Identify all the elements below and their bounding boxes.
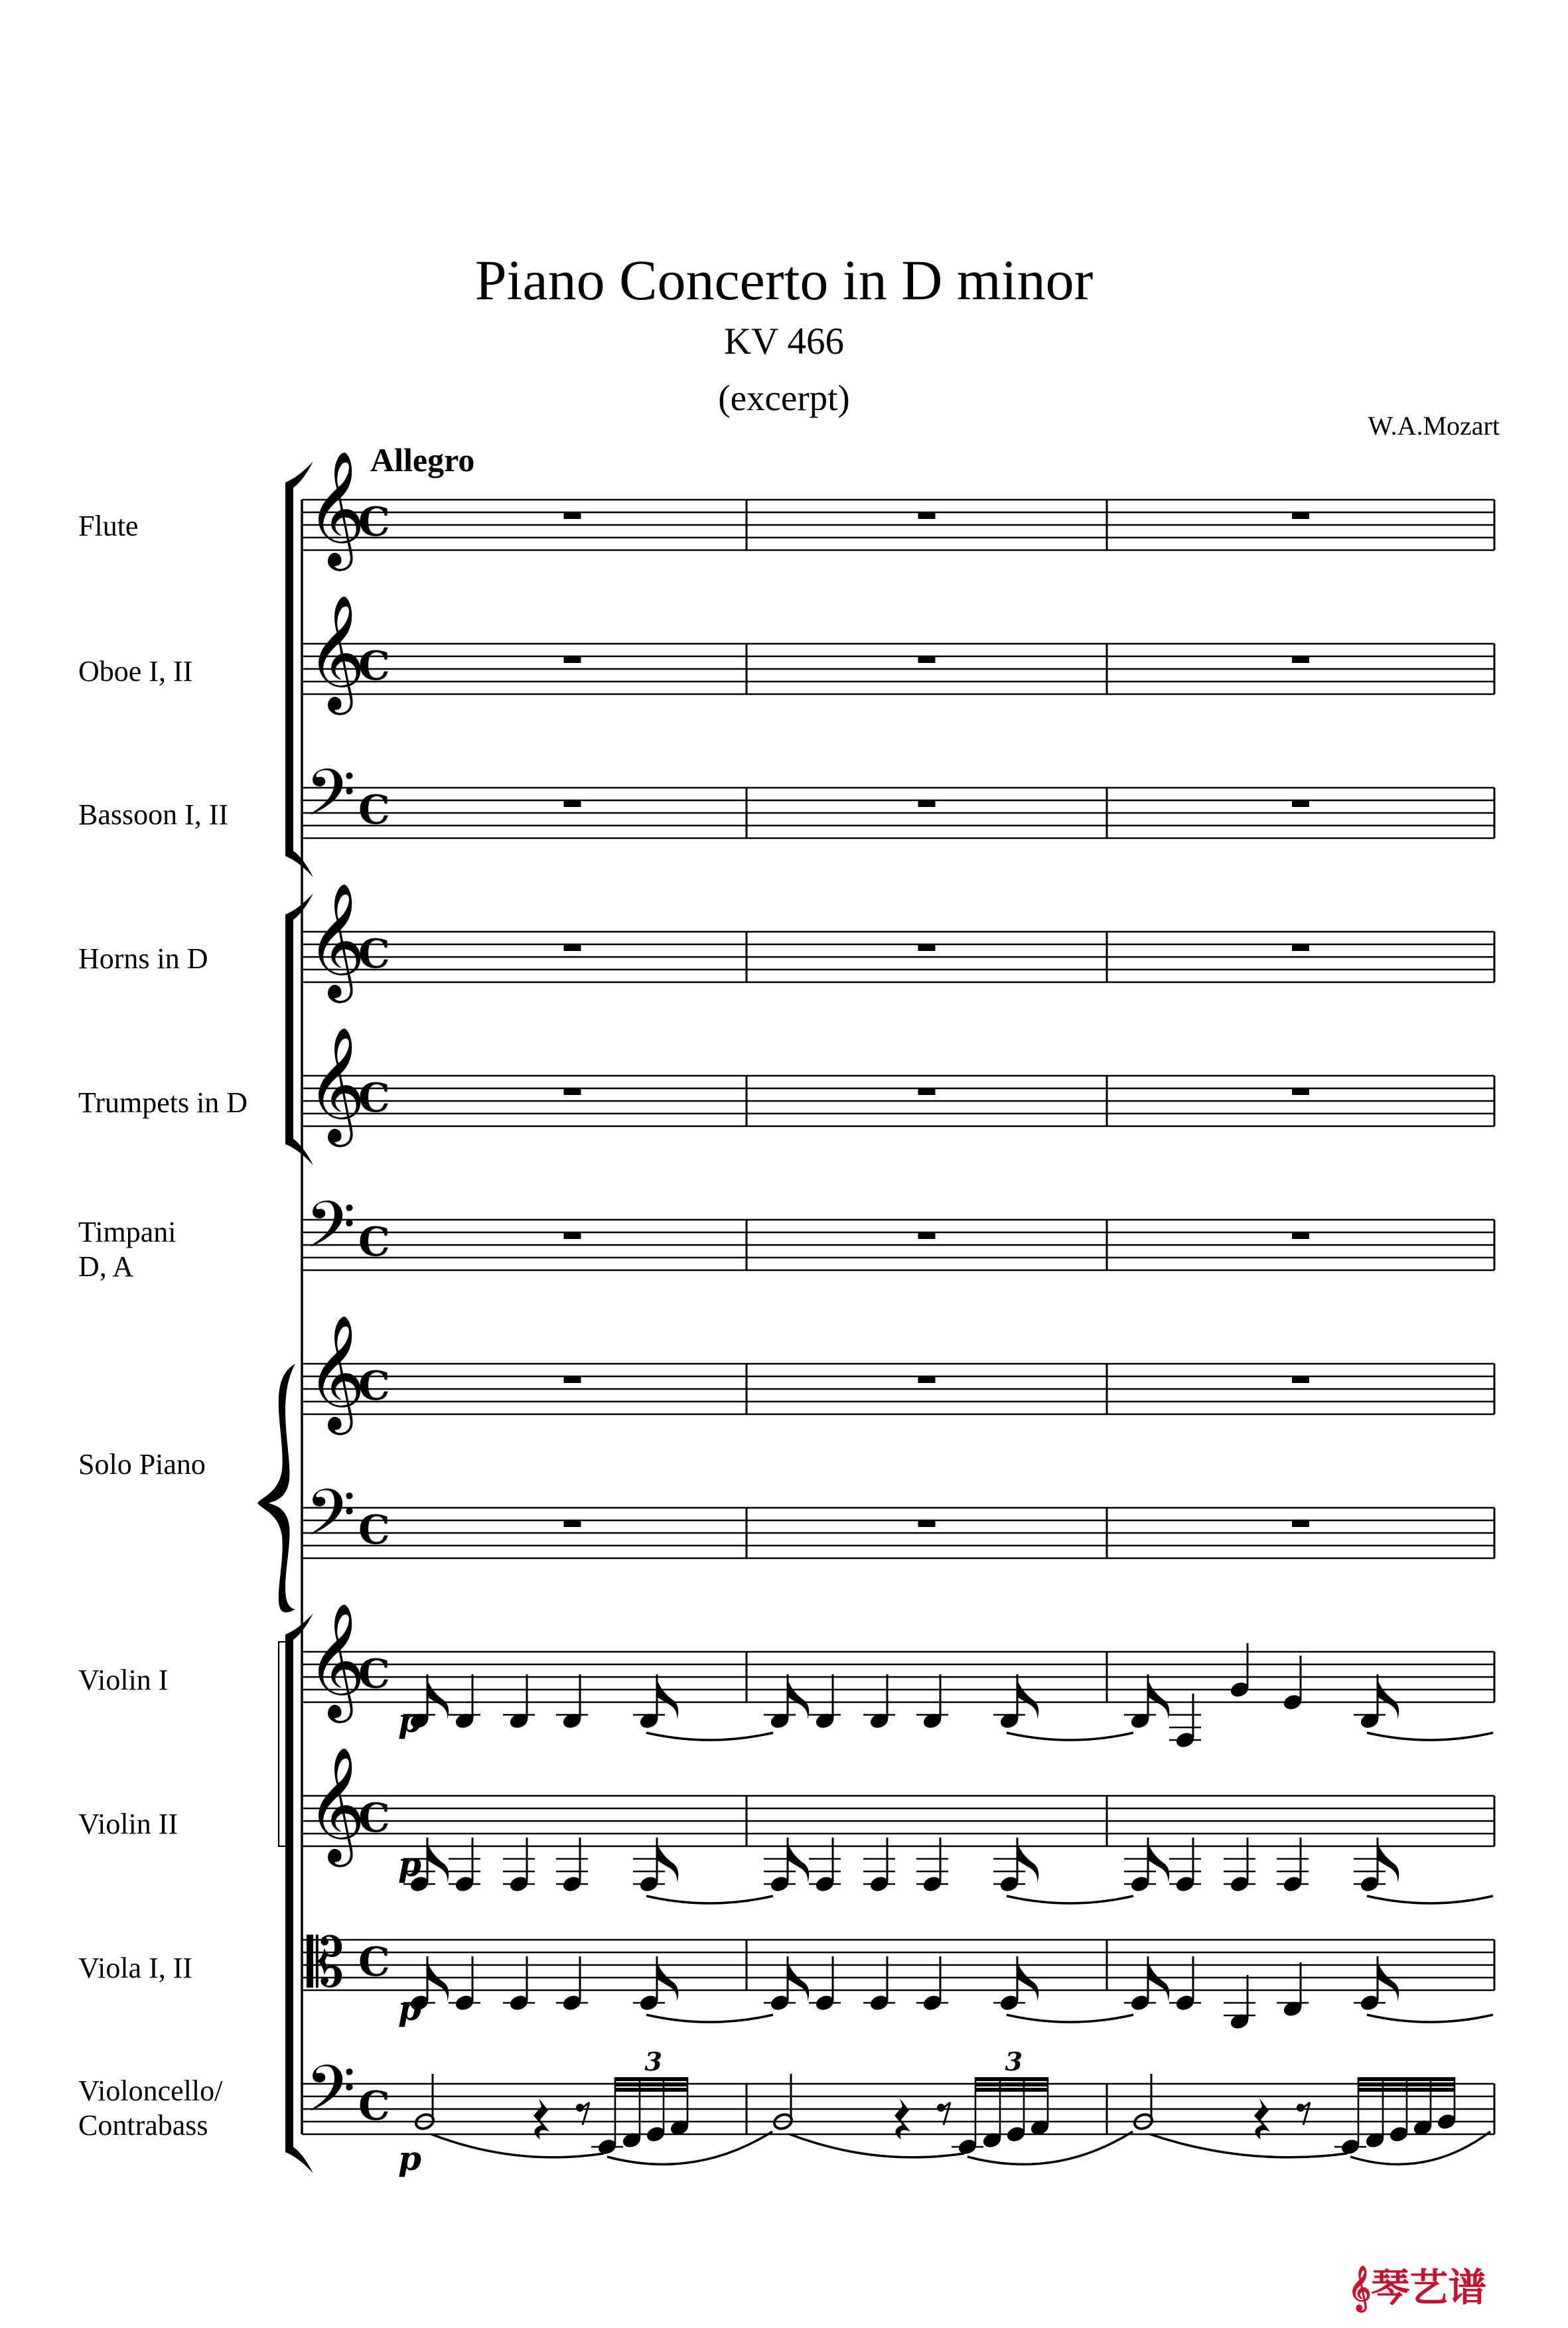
time-signature: C bbox=[358, 787, 390, 834]
beam bbox=[615, 2077, 687, 2081]
beam bbox=[615, 2088, 687, 2092]
whole-measure-rest bbox=[564, 800, 581, 807]
eighth-flag bbox=[657, 1962, 678, 2001]
beam bbox=[975, 2077, 1048, 2081]
eighth-flag bbox=[427, 1843, 449, 1883]
instrument-label-flute: Flute bbox=[78, 510, 139, 542]
eighth-flag bbox=[1378, 1843, 1399, 1883]
time-signature: C bbox=[358, 1507, 390, 1554]
whole-measure-rest bbox=[564, 512, 581, 519]
instrument-label-bassoon: Bassoon I, II bbox=[78, 798, 229, 831]
instrument-label-solo-piano: Solo Piano bbox=[78, 1448, 206, 1481]
whole-measure-rest bbox=[918, 1088, 936, 1095]
bass-clef-icon: 𝄢 bbox=[305, 2051, 356, 2142]
instrument-label-violin-2: Violin II bbox=[78, 1808, 178, 1840]
treble-clef-icon: 𝄞 bbox=[307, 595, 366, 710]
instrument-label-timpani: Timpani bbox=[78, 1216, 177, 1248]
bracket-brass bbox=[285, 914, 293, 1144]
quarter-rest bbox=[1254, 2098, 1270, 2140]
whole-measure-rest bbox=[918, 944, 936, 951]
bracket-brass-cap-bottom bbox=[285, 1139, 313, 1165]
eighth-flag bbox=[1017, 1843, 1038, 1883]
whole-measure-rest bbox=[1292, 800, 1309, 807]
whole-measure-rest bbox=[918, 1520, 936, 1527]
whole-measure-rest bbox=[564, 1232, 581, 1239]
bracket-woodwinds-cap-bottom bbox=[285, 851, 313, 877]
tie bbox=[1367, 1733, 1493, 1740]
beam bbox=[975, 2088, 1048, 2092]
time-signature: C bbox=[358, 1075, 390, 1122]
whole-measure-rest bbox=[918, 1232, 936, 1239]
whole-measure-rest bbox=[564, 656, 581, 663]
watermark-text: 琴艺谱 bbox=[1371, 2265, 1487, 2310]
treble-clef-icon: 𝄞 bbox=[307, 1315, 366, 1430]
tie bbox=[646, 1896, 773, 1903]
whole-measure-rest bbox=[1292, 512, 1309, 519]
whole-measure-rest bbox=[1292, 656, 1309, 663]
tie bbox=[646, 2015, 773, 2022]
whole-measure-rest bbox=[1292, 1088, 1309, 1095]
tempo-marking: Allegro bbox=[370, 441, 475, 478]
bass-clef-icon: 𝄢 bbox=[305, 1187, 356, 1278]
eighth-flag bbox=[1378, 1962, 1399, 2001]
eighth-flag bbox=[427, 1680, 449, 1719]
dynamic-marking: p bbox=[398, 1701, 421, 1740]
eighth-flag bbox=[1017, 1680, 1038, 1719]
bracket-strings-cap-bottom bbox=[285, 2147, 313, 2173]
time-signature: C bbox=[358, 1939, 390, 1986]
treble-clef-icon: 𝄞 bbox=[307, 1603, 366, 1718]
eighth-flag bbox=[1148, 1843, 1169, 1883]
quarter-rest bbox=[534, 2098, 549, 2140]
whole-measure-rest bbox=[1292, 1232, 1309, 1239]
alto-clef-icon: 𝄡 bbox=[307, 1924, 344, 2003]
whole-measure-rest bbox=[918, 512, 936, 519]
whole-measure-rest bbox=[918, 1376, 936, 1383]
whole-measure-rest bbox=[918, 800, 936, 807]
instrument-label-oboe: Oboe I, II bbox=[78, 655, 193, 688]
whole-measure-rest bbox=[918, 656, 936, 663]
bass-clef-icon: 𝄢 bbox=[305, 755, 356, 846]
treble-clef-icon: 𝄞 bbox=[307, 451, 366, 566]
beam bbox=[1358, 2088, 1455, 2092]
bass-clef-icon: 𝄢 bbox=[305, 1475, 356, 1566]
instrument-label-contrabass: Contrabass bbox=[78, 2109, 208, 2142]
instrument-label-trumpets: Trumpets in D bbox=[78, 1086, 248, 1119]
quarter-rest bbox=[894, 2098, 910, 2140]
tie bbox=[646, 1733, 773, 1740]
dynamic-marking: p bbox=[398, 1989, 421, 2028]
bracket-woodwinds bbox=[285, 482, 293, 856]
time-signature: C bbox=[358, 1795, 390, 1842]
slur bbox=[431, 2134, 604, 2157]
instrument-label-viola: Viola I, II bbox=[78, 1952, 193, 1984]
treble-clef-icon: 𝄞 bbox=[307, 1027, 366, 1142]
treble-clef-icon: 𝄞 bbox=[307, 883, 366, 998]
tie bbox=[1007, 2015, 1133, 2022]
dynamic-marking: p bbox=[398, 2139, 421, 2178]
whole-measure-rest bbox=[564, 944, 581, 951]
eighth-flag bbox=[657, 1843, 678, 1883]
tuplet-number: 3 bbox=[1005, 2047, 1023, 2076]
instrument-label-horns: Horns in D bbox=[78, 942, 208, 975]
tie bbox=[1007, 1896, 1133, 1903]
tuplet-number: 3 bbox=[644, 2047, 662, 2076]
eighth-flag bbox=[788, 1962, 809, 2001]
time-signature: C bbox=[358, 1219, 390, 1266]
instrument-label-cello: Violoncello/ bbox=[78, 2074, 223, 2107]
instrument-label-violin-1: Violin I bbox=[78, 1664, 169, 1696]
piano-brace bbox=[257, 1364, 295, 1613]
beam bbox=[1358, 2077, 1455, 2081]
excerpt-note: (excerpt) bbox=[718, 378, 850, 418]
tie bbox=[1367, 1896, 1493, 1903]
treble-clef-icon: 𝄞 bbox=[307, 1747, 366, 1862]
eighth-flag bbox=[1017, 1962, 1038, 2001]
time-signature: C bbox=[358, 931, 390, 978]
whole-measure-rest bbox=[1292, 944, 1309, 951]
whole-measure-rest bbox=[1292, 1520, 1309, 1527]
time-signature: C bbox=[358, 1651, 390, 1698]
time-signature: C bbox=[358, 2083, 390, 2130]
score-title: Piano Concerto in D minor bbox=[474, 248, 1094, 312]
time-signature: C bbox=[358, 1363, 390, 1410]
eighth-flag bbox=[788, 1680, 809, 1719]
eighth-flag bbox=[1148, 1680, 1169, 1719]
composer-name: W.A.Mozart bbox=[1368, 411, 1500, 441]
catalog-number: KV 466 bbox=[723, 321, 845, 362]
beam bbox=[615, 2082, 687, 2086]
slur bbox=[790, 2134, 964, 2157]
tie bbox=[1367, 2015, 1493, 2022]
beam bbox=[1358, 2082, 1455, 2086]
eighth-flag bbox=[1378, 1680, 1399, 1719]
bracket-strings bbox=[285, 1635, 293, 2152]
tie bbox=[1007, 1733, 1133, 1740]
time-signature: C bbox=[358, 643, 390, 690]
instrument-label-timpani-tuning: D, A bbox=[78, 1250, 134, 1283]
time-signature: C bbox=[358, 499, 390, 546]
whole-measure-rest bbox=[564, 1088, 581, 1095]
qinyipu-logo-icon: 𝄞 bbox=[1348, 2265, 1372, 2310]
whole-measure-rest bbox=[564, 1520, 581, 1527]
whole-measure-rest bbox=[1292, 1376, 1309, 1383]
eighth-flag bbox=[427, 1962, 449, 2001]
dynamic-marking: p bbox=[398, 1845, 421, 1884]
eighth-flag bbox=[657, 1680, 678, 1719]
whole-measure-rest bbox=[564, 1376, 581, 1383]
slur bbox=[1150, 2134, 1347, 2157]
beam bbox=[975, 2082, 1048, 2086]
eighth-flag bbox=[1148, 1962, 1169, 2001]
watermark-logo bbox=[1348, 2256, 1486, 2312]
eighth-flag bbox=[788, 1843, 809, 1883]
